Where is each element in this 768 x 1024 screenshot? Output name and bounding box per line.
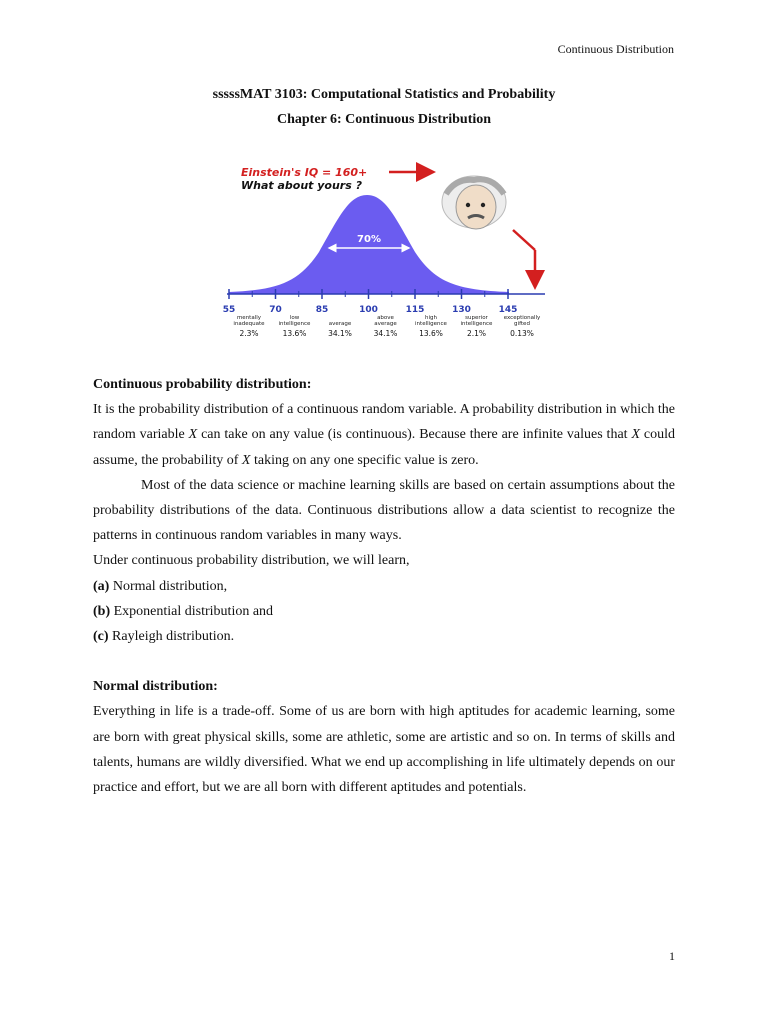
category-label: intelligence: [278, 321, 311, 327]
category-label: mentally: [236, 315, 262, 321]
tick-label: 100: [359, 305, 378, 315]
category-percent: 34.1%: [328, 329, 352, 338]
category-label: average: [328, 321, 352, 327]
tick-label: 55: [222, 305, 236, 315]
list-item-c: (c) Rayleigh distribution.: [93, 629, 235, 645]
einstein-portrait: [442, 176, 506, 229]
page-number: 1: [669, 949, 675, 963]
section2-heading: Normal distribution:: [93, 679, 218, 695]
category-label: gifted: [514, 321, 530, 327]
figure-caption-1: Einstein's IQ = 160+: [241, 166, 368, 179]
list-item-a: (a) Normal distribution,: [93, 578, 228, 594]
tick-label: 70: [269, 305, 282, 315]
axis-ticks: [223, 289, 541, 338]
category-label: average: [374, 321, 397, 327]
page-content: [93, 372, 675, 800]
category-label: intelligence: [460, 321, 493, 327]
section1-heading: Continuous probability distribution:: [93, 377, 312, 392]
einstein-arrow-diag: [513, 230, 535, 250]
iq-bell-curve-figure: [219, 162, 551, 342]
category-label: low: [289, 315, 300, 321]
tick-label: 115: [405, 305, 425, 315]
bell-curve-svg: [219, 162, 551, 342]
category-label: above: [377, 315, 394, 321]
tick-label: 85: [315, 305, 329, 315]
category-percent: 13.6%: [419, 329, 443, 338]
section2-paragraph1: Everything in life is a trade-off. Some of us are born with high aptitudes for academic learning, some are born with great physical skills, some are athletic, some are artistic and so on. In terms of skills and talents, humans are wildly diversified. What we end up accomplishing in life ultimately depends on our practice and effort, but we are all born with different aptitudes and potentials.: [93, 704, 675, 796]
category-percent: 2.1%: [466, 329, 487, 338]
document-title: sssssMAT 3103: Computational Statistics and Probability: [212, 87, 556, 102]
category-label: inadequate: [233, 321, 265, 327]
center-label: 70%: [357, 234, 381, 245]
running-header: Continuous Distribution: [557, 42, 674, 56]
section1-paragraph3: Under continuous probability distribution, we will learn,: [93, 553, 410, 569]
section1-paragraph1: It is the probability distribution of a continuous random variable. A probability distribution in which the random variable X can take on any value (is continuous). Because there are infinite values that X could assume, the probability of X taking on any one specific value is zero.: [93, 402, 675, 468]
category-percent: 2.3%: [239, 329, 259, 338]
category-label: high: [425, 315, 437, 321]
category-percent: 34.1%: [373, 329, 398, 338]
category-percent: 0.13%: [510, 329, 534, 338]
category-percent: 13.6%: [282, 329, 307, 338]
category-label: intelligence: [415, 321, 447, 327]
list-item-b: (b) Exponential distribution and: [93, 603, 274, 619]
tick-label: 130: [452, 305, 471, 315]
category-label: superior: [465, 315, 488, 321]
section1-paragraph2: Most of the data science or machine learning skills are based on certain assumptions about the probability distributions of the data. Continuous distributions allow a data scientist to recognize the patterns in continuous random variables in many ways.: [93, 477, 675, 544]
category-label: exceptionally: [503, 315, 541, 321]
figure-caption-2: What about yours ?: [241, 179, 362, 192]
chapter-title: Chapter 6: Continuous Distribution: [276, 112, 492, 127]
tick-label: 145: [498, 305, 518, 315]
